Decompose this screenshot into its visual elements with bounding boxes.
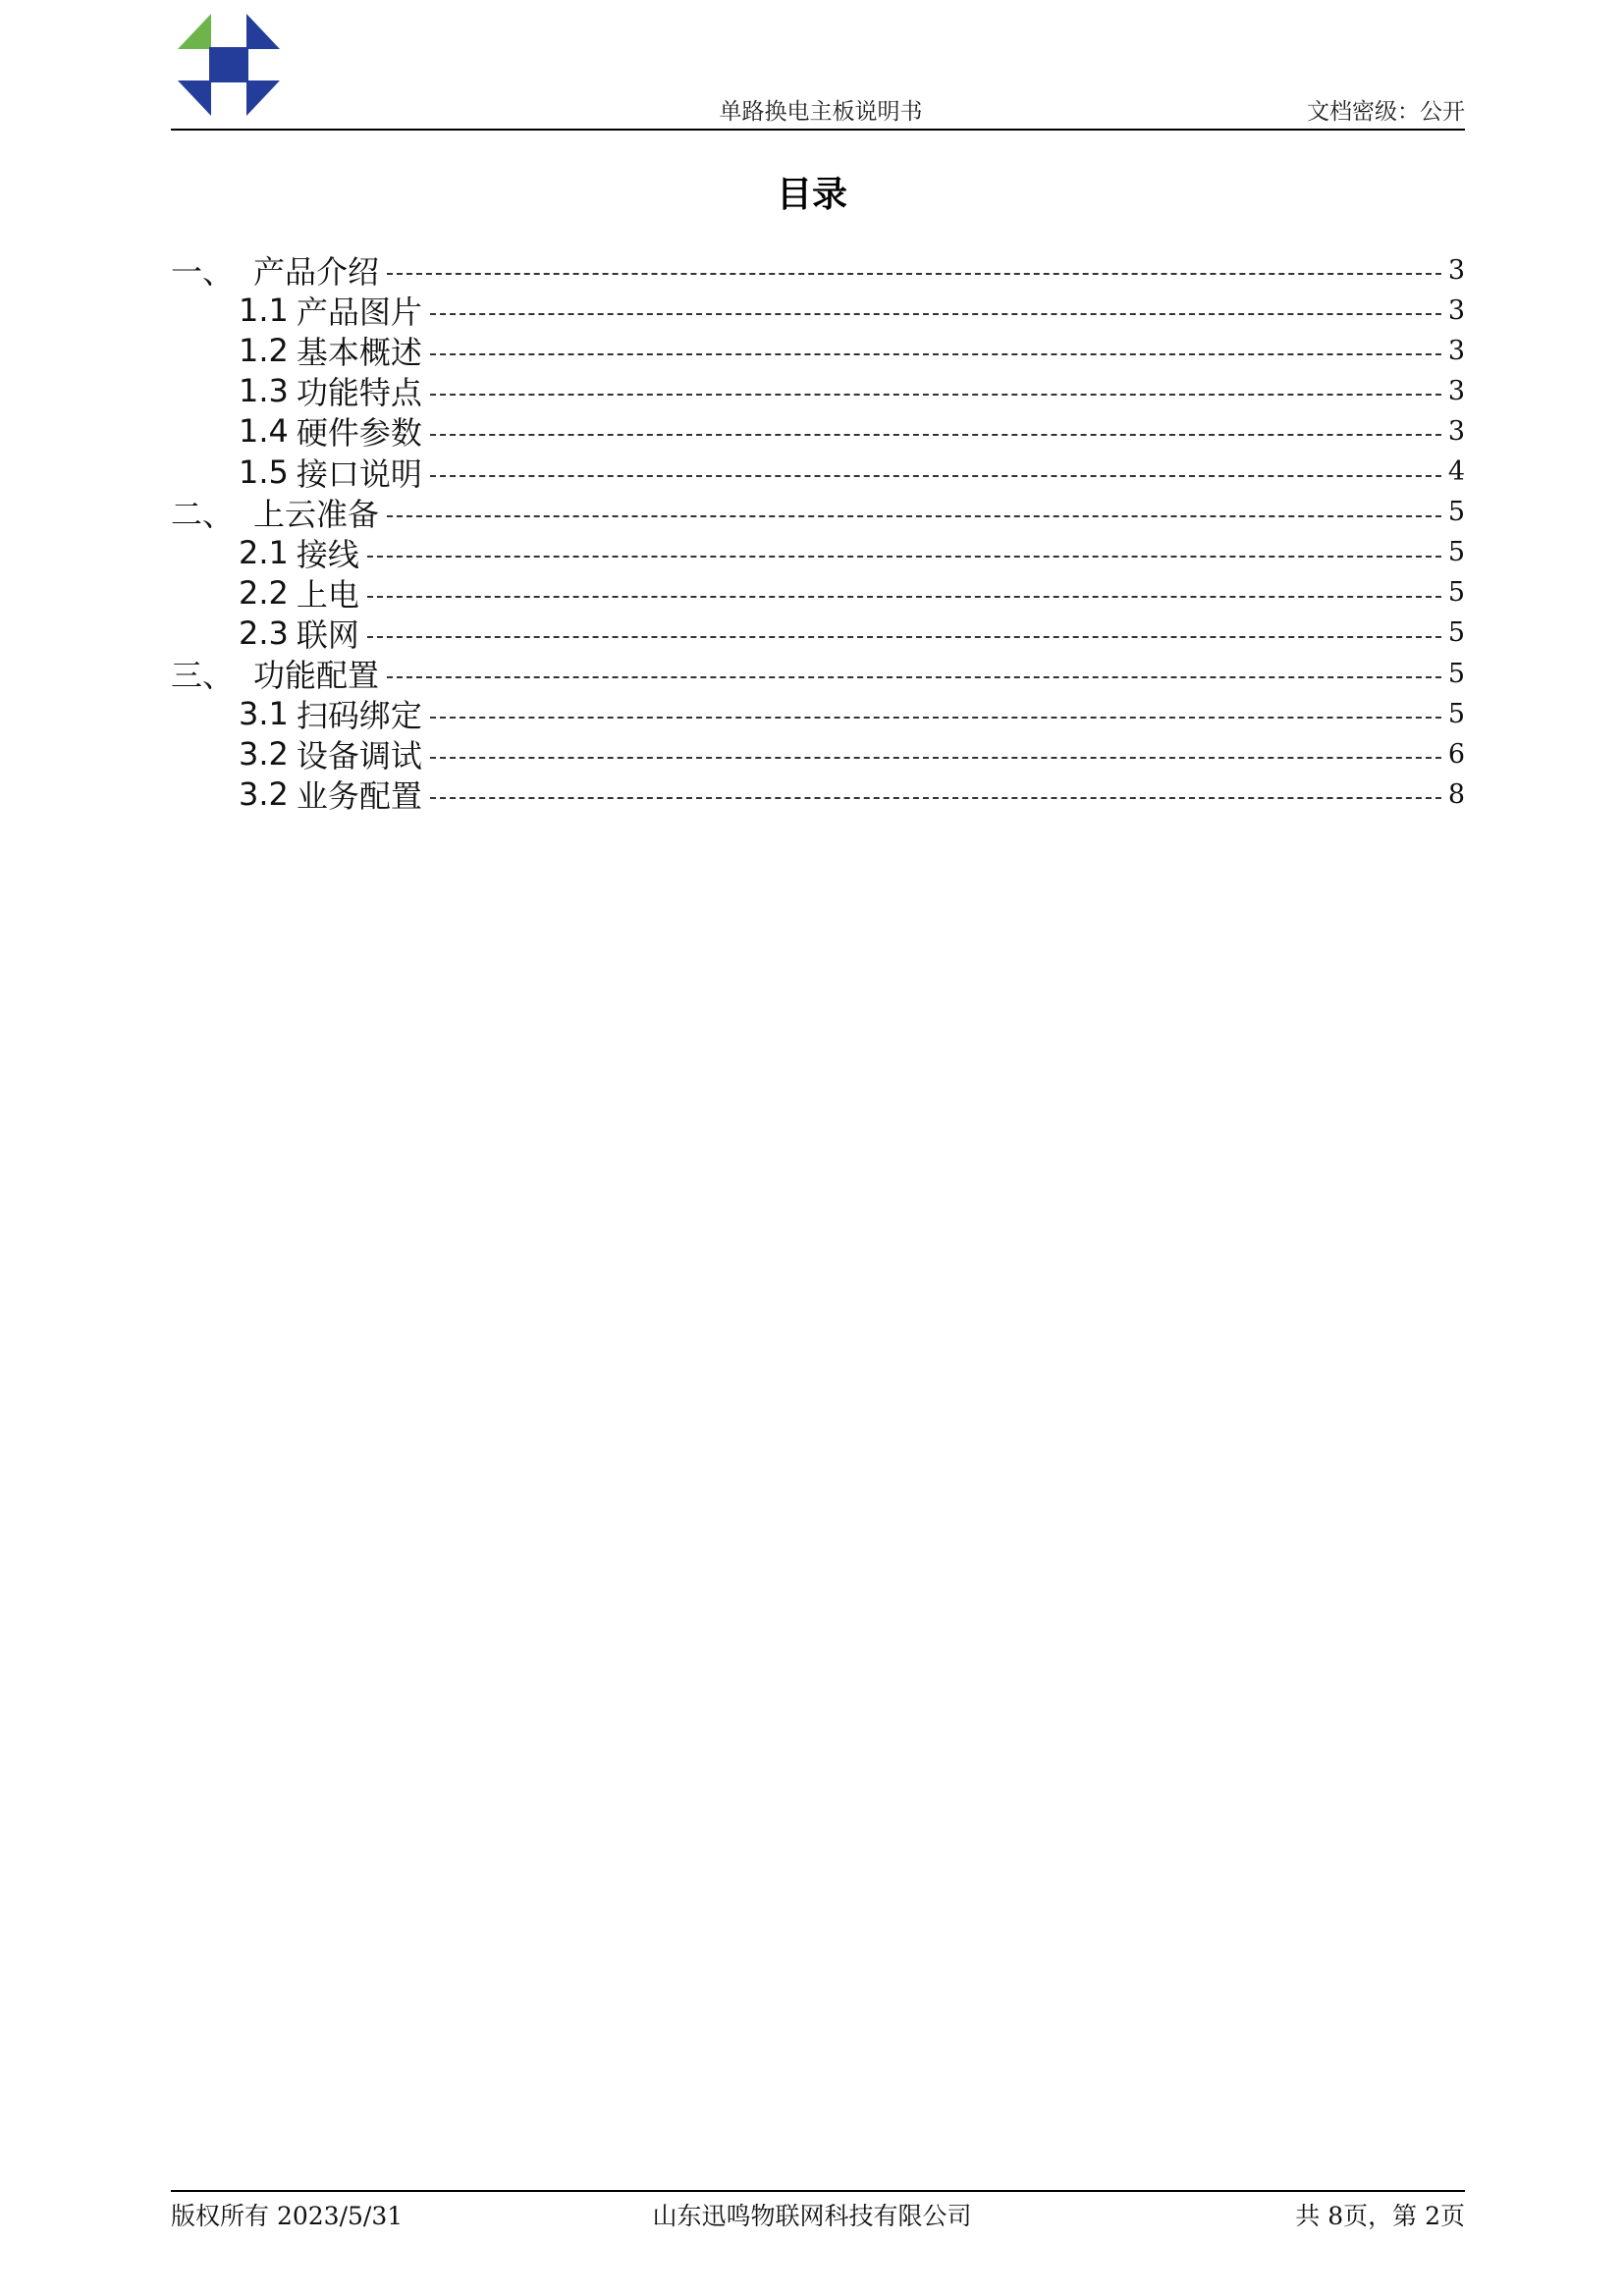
toc-dot-leader — [367, 556, 1441, 558]
logo-top-right-triangle — [246, 14, 280, 49]
toc-dot-leader — [430, 394, 1441, 396]
toc-entry-page: 3 — [1447, 375, 1465, 406]
toc-entry-number: 1.1 — [239, 292, 289, 330]
toc-entry-page: 5 — [1447, 617, 1465, 649]
toc-entry-number: 1.4 — [239, 412, 289, 451]
header-doc-title: 单路换电主板说明书 — [719, 99, 923, 125]
footer-company: 山东迅鸣物联网科技有限公司 — [652, 2202, 972, 2230]
toc-dot-leader — [387, 676, 1441, 678]
toc-entry[interactable] — [239, 770, 1465, 819]
toc-entry-page: 5 — [1447, 497, 1465, 528]
toc-entry-page: 5 — [1447, 577, 1465, 609]
logo-bottom-right-triangle — [246, 80, 280, 116]
toc-entry-page: 5 — [1447, 698, 1465, 729]
toc-dot-leader — [367, 596, 1441, 598]
toc-entry-page: 4 — [1447, 456, 1465, 487]
toc-entry-number: 1.5 — [239, 453, 289, 491]
toc-entry-page: 3 — [1447, 415, 1465, 447]
toc-dot-leader — [430, 434, 1441, 436]
toc-entry-number: 1.2 — [239, 332, 289, 370]
toc-entry-label[interactable]: 产品图片 — [296, 294, 422, 332]
toc-entry-label[interactable]: 功能配置 — [253, 657, 380, 694]
toc-entry-number: 2.1 — [239, 533, 289, 571]
toc-dot-leader — [387, 273, 1441, 275]
toc-dot-leader — [430, 475, 1441, 477]
toc-entry-number: 3.2 — [239, 775, 289, 814]
toc-entry-page: 5 — [1447, 658, 1465, 689]
toc-entry-label[interactable]: 联网 — [296, 615, 359, 654]
toc-dot-leader — [367, 636, 1441, 638]
toc-entry-label[interactable]: 产品介绍 — [253, 253, 380, 291]
toc-entry-label[interactable]: 硬件参数 — [296, 414, 422, 453]
toc-entry-number: 2.2 — [239, 573, 289, 612]
logo-center-square — [209, 47, 248, 82]
footer-rule — [171, 2190, 1465, 2192]
toc-entry-number: 3.1 — [239, 695, 289, 733]
brand-logo-icon — [178, 14, 280, 116]
toc-entry-label[interactable]: 上云准备 — [253, 495, 380, 533]
toc-entry-number: 2.3 — [239, 614, 289, 652]
header-classification: 文档密级：公开 — [1307, 99, 1465, 125]
toc-entry-page: 3 — [1447, 294, 1465, 326]
toc-entry-page: 5 — [1447, 537, 1465, 568]
toc-entry-label[interactable]: 扫码绑定 — [296, 697, 422, 735]
toc-entry-number: 二、 — [171, 495, 235, 533]
footer-page-info: 共 8页，第 2页 — [1295, 2202, 1465, 2230]
toc-entry-page: 3 — [1447, 335, 1465, 366]
toc-dot-leader — [387, 515, 1441, 517]
page-title: 目录 — [776, 175, 847, 215]
toc-dot-leader — [430, 313, 1441, 315]
toc-entry-label[interactable]: 接口说明 — [296, 454, 422, 493]
toc-entry-label[interactable]: 基本概述 — [296, 334, 422, 372]
header-rule — [171, 129, 1465, 131]
toc-entry-page: 6 — [1447, 738, 1465, 770]
toc-entry-label[interactable]: 上电 — [296, 575, 359, 614]
toc-dot-leader — [430, 717, 1441, 719]
toc-dot-leader — [430, 757, 1441, 759]
toc-entry-page: 8 — [1447, 778, 1465, 810]
toc-entry-number: 3.2 — [239, 735, 289, 774]
toc-dot-leader — [430, 353, 1441, 355]
toc-entry-number: 一、 — [171, 253, 235, 291]
toc-entry-number: 三、 — [171, 657, 235, 694]
toc-entry-label[interactable]: 功能特点 — [296, 374, 422, 412]
footer-copyright: 版权所有 2023/5/31 — [171, 2202, 404, 2230]
logo-bottom-left-triangle — [178, 80, 211, 116]
toc-entry-page: 3 — [1447, 254, 1465, 286]
toc-entry-label[interactable]: 业务配置 — [296, 777, 422, 816]
toc-entry-label[interactable]: 设备调试 — [296, 737, 422, 775]
toc-dot-leader — [430, 797, 1441, 799]
toc-entry-label[interactable]: 接线 — [296, 535, 359, 573]
toc-entry-number: 1.3 — [239, 372, 289, 410]
